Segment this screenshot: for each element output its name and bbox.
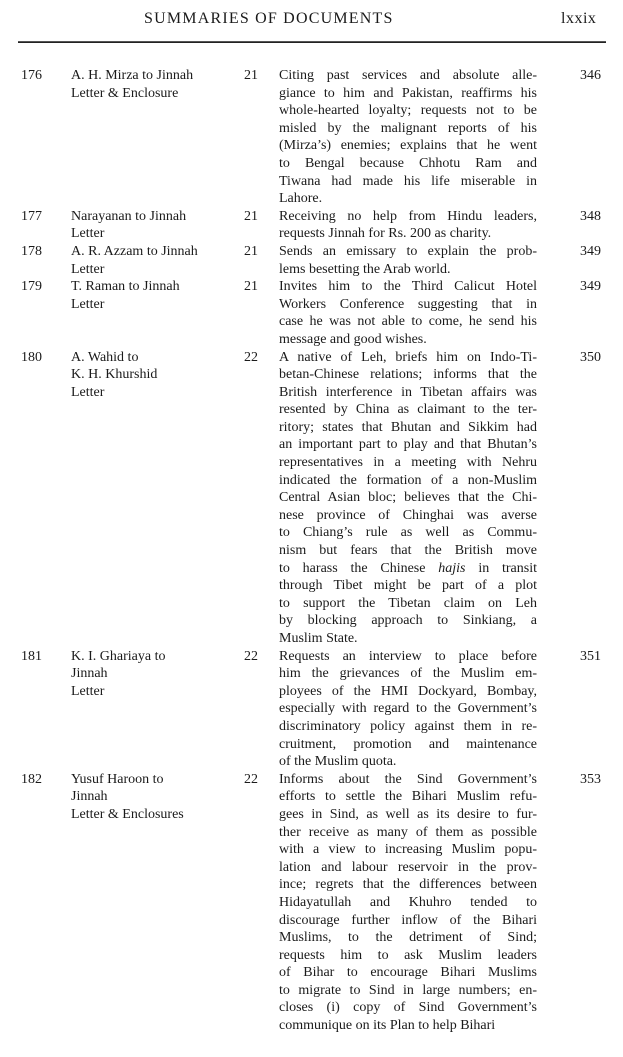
- summary-line: resented by China as claimant to the ter-: [279, 402, 537, 418]
- summary-line: Requests an interview to place before: [279, 648, 537, 664]
- document-author: [71, 648, 241, 701]
- summary-line: Citing past services and absolute alle-: [279, 68, 537, 83]
- summary-line: Muslim State.: [279, 631, 358, 646]
- document-summary: [279, 67, 537, 208]
- document-number: 176: [21, 68, 42, 83]
- italic-term: hajis: [438, 560, 466, 576]
- summary-line: representatives in a meeting with Nehru: [279, 455, 537, 471]
- document-author: [71, 208, 241, 243]
- summary-line: Lahore.: [279, 191, 323, 207]
- page-title: SUMMARIES OF DOCUMENTS: [144, 10, 394, 27]
- author-line: T. Raman to Jinnah: [71, 279, 180, 295]
- summary-line: ployees of the HMI Dockyard, Bombay,: [279, 683, 537, 699]
- document-author: [71, 67, 241, 102]
- document-date: 21: [244, 208, 258, 224]
- summary-line: to Chiang’s rule as well as Commu-: [279, 525, 537, 541]
- document-date: 21: [244, 68, 258, 83]
- summary-line: giance to him and Pakistan, reaffirms his: [279, 85, 537, 101]
- summary-line: Tiwana had made his life miserable in: [279, 173, 537, 189]
- author-line: K. H. Khurshid: [71, 367, 158, 383]
- author-line: Letter & Enclosure: [71, 85, 179, 101]
- document-summary: [279, 243, 537, 278]
- document-entry: [0, 349, 623, 648]
- author-line: Letter: [71, 261, 105, 277]
- document-number: 182: [21, 771, 42, 787]
- summary-line: of Bihar to encourage Bihari Muslims: [279, 965, 537, 981]
- document-entry: [0, 278, 623, 348]
- summary-line: A native of Leh, briefs him on Indo-Ti-: [279, 349, 537, 365]
- author-line: A. H. Mirza to Jinnah: [71, 68, 194, 83]
- summary-line: requests Jinnah for Rs. 200 as charity.: [279, 226, 492, 242]
- summary-line: to harass the Chinese hajis in transit: [279, 560, 537, 576]
- author-line: Letter: [71, 296, 105, 312]
- summary-line: Hidayatullah and Khuhro tended to: [279, 894, 537, 910]
- document-author: [71, 349, 241, 402]
- document-date: 21: [244, 279, 258, 295]
- summary-line: especially with regard to the Government’s: [279, 701, 537, 717]
- document-page-reference: 348: [580, 208, 601, 224]
- document-entry: [0, 67, 623, 208]
- summary-line: efforts to settle the Bihari Muslim refu-: [279, 789, 537, 805]
- document-summary: [279, 349, 537, 648]
- page-number: lxxix: [561, 10, 597, 27]
- summary-line: to support the Tibetan claim on Leh: [279, 595, 537, 611]
- document-date: 22: [244, 349, 258, 365]
- header-rule: [18, 41, 606, 43]
- summary-line: (Mirza’s) enemies; explains that he went: [279, 138, 537, 154]
- summary-line: betan-Chinese relations; informs that the: [279, 367, 537, 383]
- summary-line: Invites him to the Third Calicut Hotel: [279, 279, 537, 295]
- document-page-reference: 349: [580, 279, 601, 295]
- summary-line: him the grievances of the Muslim em-: [279, 666, 537, 682]
- summary-line: Workers Conference suggesting that in: [279, 296, 537, 312]
- document-author: [71, 243, 241, 278]
- document-number: 181: [21, 648, 42, 664]
- document-summary-list: [0, 67, 623, 1035]
- document-entry: [0, 243, 623, 278]
- document-date: 22: [244, 648, 258, 664]
- summary-line: indicated the formation of a non-Muslim: [279, 472, 537, 488]
- document-author: [71, 771, 241, 824]
- document-summary: [279, 648, 537, 771]
- summary-line: closes (i) copy of Sind Government’s: [279, 1000, 537, 1016]
- summary-line: discourage further inflow of the Bihari: [279, 912, 537, 928]
- author-line: Jinnah: [71, 666, 108, 682]
- summary-line: Receiving no help from Hindu leaders,: [279, 208, 537, 224]
- summary-line: case he was not able to come, he send his: [279, 314, 537, 330]
- document-summary: [279, 208, 537, 243]
- document-entry: [0, 208, 623, 243]
- document-number: 177: [21, 208, 42, 224]
- summary-line: by blocking approach to Sinkiang, a: [279, 613, 537, 629]
- document-entry: [0, 771, 623, 1035]
- document-date: 21: [244, 243, 258, 259]
- summary-line: nism but fears that the British move: [279, 543, 537, 559]
- document-author: [71, 278, 241, 313]
- summary-line: lation and labour reservoir in the prov-: [279, 859, 537, 875]
- running-header: [0, 8, 623, 36]
- summary-line: lems besetting the Arab world.: [279, 261, 451, 277]
- author-line: K. I. Ghariaya to: [71, 648, 166, 664]
- document-summary: [279, 278, 537, 348]
- author-line: Narayanan to Jinnah: [71, 208, 187, 224]
- author-line: Letter & Enclosures: [71, 806, 184, 822]
- author-line: Letter: [71, 683, 105, 699]
- document-number: 178: [21, 243, 42, 259]
- summary-line: Sends an emissary to explain the prob-: [279, 243, 537, 259]
- summary-line: communique on its Plan to help Bihari: [279, 1018, 496, 1034]
- summary-line: ther receive as many of them as possible: [279, 824, 537, 840]
- document-page-reference: 353: [580, 771, 601, 787]
- document-entry: [0, 648, 623, 771]
- summary-line: discriminatory policy against them in re-: [279, 718, 537, 734]
- summary-line: to Bengal because Chhotu Ram and: [279, 155, 537, 171]
- summary-line: of the Muslim quota.: [279, 754, 397, 770]
- summary-line: an important part to play and that Bhutan’s: [279, 437, 537, 453]
- author-line: Letter: [71, 384, 105, 400]
- document-page-reference: 351: [580, 648, 601, 664]
- summary-line: misled by the malignant reports of his: [279, 120, 537, 136]
- summary-line: message and good wishes.: [279, 331, 427, 347]
- summary-line: requests him to ask Muslim leaders: [279, 947, 537, 963]
- document-number: 180: [21, 349, 42, 365]
- author-line: A. Wahid to: [71, 349, 139, 365]
- document-date: 22: [244, 771, 258, 787]
- document-number: 179: [21, 279, 42, 295]
- summary-line: British interference in Tibetan affairs was: [279, 384, 537, 400]
- summary-line: ince; regrets that the differences between: [279, 877, 537, 893]
- summary-line: Central Asian bloc; believes that the Chi-: [279, 490, 537, 506]
- summary-line: nese province of Chinghai was averse: [279, 507, 537, 523]
- author-line: A. R. Azzam to Jinnah: [71, 243, 198, 259]
- author-line: Jinnah: [71, 789, 108, 805]
- summary-line: gees in Sind, as well as its desire to fur-: [279, 806, 537, 822]
- summary-line: through Tibet might be part of a plot: [279, 578, 537, 594]
- summary-line: whole-hearted loyalty; requests not to be: [279, 103, 537, 119]
- document-summary: [279, 771, 537, 1035]
- summary-line: Informs about the Sind Government’s: [279, 771, 537, 787]
- summary-line: with a view to increasing Muslim popu-: [279, 842, 537, 858]
- author-line: Letter: [71, 226, 105, 242]
- summary-line: Muslims, to the detriment of Sind;: [279, 930, 537, 946]
- document-page-reference: 349: [580, 243, 601, 259]
- author-line: Yusuf Haroon to: [71, 771, 164, 787]
- summary-line: ritory; states that Bhutan and Sikkim had: [279, 419, 537, 435]
- document-page-reference: 346: [580, 68, 601, 83]
- document-page-reference: 350: [580, 349, 601, 365]
- summary-line: cruitment, promotion and maintenance: [279, 736, 537, 752]
- summary-line: to migrate to Sind in large numbers; en-: [279, 982, 537, 998]
